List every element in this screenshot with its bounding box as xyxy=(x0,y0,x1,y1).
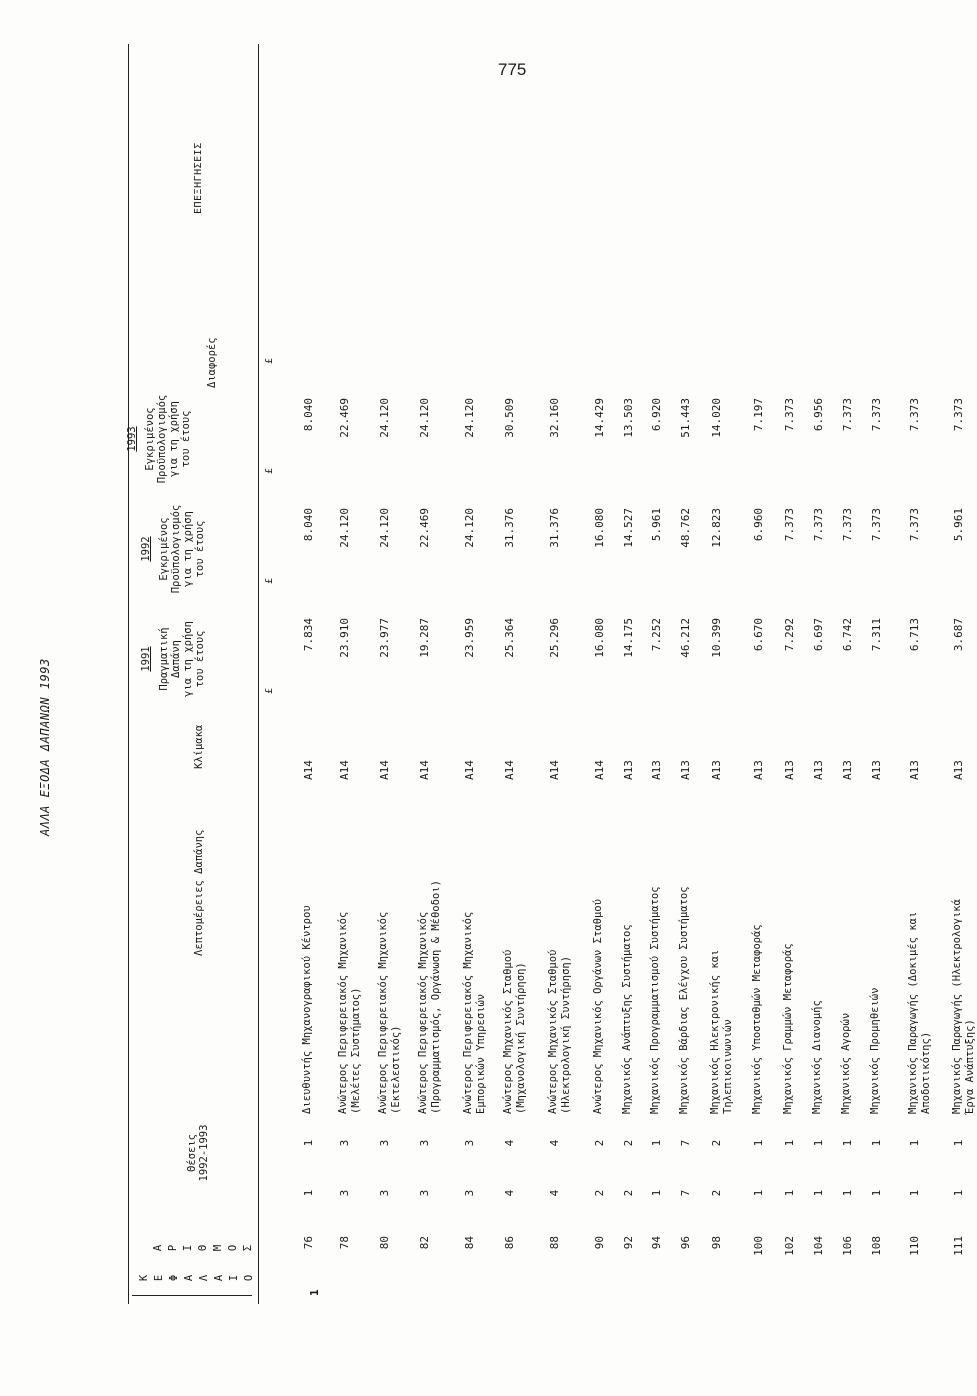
expense-description: Μηχανικός Ανάπτυξης Συστήματος xyxy=(621,924,633,1114)
expense-description: Μηχανικός Ηλεκτρονικής και xyxy=(709,949,721,1114)
approved-1993: 13.503 xyxy=(622,398,635,438)
approved-1992: 48.762 xyxy=(679,508,692,548)
expense-description: Μηχανικός Διανομής xyxy=(811,1000,823,1114)
theseis-title: Θέσεις xyxy=(186,1134,198,1172)
expense-description: Ανώτερος Μηχανικός Σταθμού xyxy=(547,949,559,1114)
expense-description-cont: (Προγραμματισμός, Οργάνωση & Μέθοδοι) xyxy=(430,880,442,1114)
expense-description: Μηχανικός Προμηθειών xyxy=(869,987,881,1114)
arithmos-letter: Ι xyxy=(182,1244,194,1252)
expense-description: Μηχανικός Αγορών xyxy=(840,1012,852,1114)
arithmos-letter: Ρ xyxy=(167,1244,179,1252)
year-1991: 1991 xyxy=(140,646,152,672)
approved-1992: 7.373 xyxy=(908,508,921,542)
positions-1993: 4 xyxy=(503,1139,516,1147)
expense-description: Μηχανικός Παραγωγής (Δοκιμές και xyxy=(907,911,919,1114)
year-1993: 1993 xyxy=(126,426,138,452)
row-number: 94 xyxy=(650,1236,663,1250)
approved-1993: 22.469 xyxy=(338,398,351,438)
positions-1993: 3 xyxy=(378,1139,391,1147)
positions-1992: 4 xyxy=(503,1189,516,1197)
approved-1992: 24.120 xyxy=(378,508,391,548)
approved-1992: 24.120 xyxy=(463,508,476,548)
actual-1991: 7.252 xyxy=(650,618,663,652)
positions-1992: 1 xyxy=(841,1189,854,1197)
approved-1993: 30.509 xyxy=(503,398,516,438)
y1991-l1: Πραγματική xyxy=(158,627,170,691)
actual-1991: 19.287 xyxy=(418,618,431,658)
actual-1991: 23.977 xyxy=(378,618,391,658)
row-number: 90 xyxy=(593,1236,606,1250)
salary-scale: Α14 xyxy=(302,760,315,780)
salary-scale: Α13 xyxy=(952,760,965,780)
epexigiseis-header: ΕΠΕΞΗΓΗΣΕΙΣ xyxy=(193,142,204,214)
y1993-l1: Εγκριμένος xyxy=(144,407,156,471)
row-number: 96 xyxy=(679,1236,692,1250)
approved-1993: 7.373 xyxy=(870,398,883,432)
kefalaio-value: 1 xyxy=(308,1289,321,1296)
positions-1992: 3 xyxy=(378,1189,391,1197)
approved-1992: 31.376 xyxy=(548,508,561,548)
actual-1991: 7.311 xyxy=(870,618,883,652)
approved-1992: 16.080 xyxy=(593,508,606,548)
expense-description: Ανώτερος Περιφερειακός Μηχανικός xyxy=(337,911,349,1114)
diafores-header: Διαφορές xyxy=(206,337,218,388)
expense-description: Ανώτερος Μηχανικός Σταθμού xyxy=(502,949,514,1114)
row-number: 100 xyxy=(752,1236,765,1256)
expense-description-cont: (Ηλεκτρολογική Συντήρηση) xyxy=(560,955,572,1114)
positions-1992: 2 xyxy=(622,1189,635,1197)
salary-scale: Α13 xyxy=(752,760,765,780)
page-number: 775 xyxy=(498,60,527,79)
header-1991 xyxy=(140,604,206,714)
positions-1992: 3 xyxy=(418,1189,431,1197)
salary-scale: Α14 xyxy=(463,760,476,780)
approved-1992: 6.960 xyxy=(752,508,765,542)
salary-scale: Α14 xyxy=(593,760,606,780)
positions-1992: 1 xyxy=(908,1189,921,1197)
positions-1993: 1 xyxy=(841,1139,854,1147)
actual-1991: 23.910 xyxy=(338,618,351,658)
positions-1993: 3 xyxy=(418,1139,431,1147)
approved-1993: 6.956 xyxy=(812,398,825,432)
row-number: 111 xyxy=(952,1236,965,1256)
expense-description-cont: Τηλεπικοινωνιών xyxy=(722,1019,734,1114)
approved-1993: 7.373 xyxy=(908,398,921,432)
y1992-l3: για τη χρήση xyxy=(182,511,194,587)
row-number: 78 xyxy=(338,1236,351,1250)
year-1992: 1992 xyxy=(140,536,152,562)
actual-1991: 10.399 xyxy=(710,618,723,658)
expense-description-cont: Αποδοτικότης) xyxy=(920,1031,932,1114)
kefalaio-letter: Α xyxy=(183,1274,195,1282)
expense-description: Μηχανικός Προγραμματισμού Συστήματος xyxy=(649,886,661,1114)
expense-description: Μηχανικός Βάρδιας Ελέγχου Συστήματος xyxy=(678,886,690,1114)
approved-1993: 24.120 xyxy=(378,398,391,438)
y1993-l3: για τη χρήση xyxy=(168,401,180,477)
arithmos-letter: Α xyxy=(152,1244,164,1252)
positions-1993: 1 xyxy=(650,1139,663,1147)
positions-1993: 1 xyxy=(812,1139,825,1147)
approved-1993: 14.020 xyxy=(710,398,723,438)
actual-1991: 14.175 xyxy=(622,618,635,658)
row-number: 76 xyxy=(302,1236,315,1250)
approved-1992: 7.373 xyxy=(812,508,825,542)
left-rule xyxy=(132,1295,252,1296)
positions-1992: 1 xyxy=(783,1189,796,1197)
y1992-l1: Εγκριμένος xyxy=(158,517,170,581)
salary-scale: Α13 xyxy=(783,760,796,780)
klimaka-header: Κλίμακα xyxy=(193,724,205,769)
salary-scale: Α13 xyxy=(622,760,635,780)
positions-1993: 1 xyxy=(908,1139,921,1147)
approved-1993: 51.443 xyxy=(679,398,692,438)
y1991-l3: για τη χρήση xyxy=(182,621,194,697)
expense-description: Μηχανικός Γραμμών Μεταφοράς xyxy=(782,943,794,1114)
expense-description: Διευθυντής Μηχανογραφικού Κέντρου xyxy=(301,905,313,1114)
positions-1993: 2 xyxy=(593,1139,606,1147)
approved-1992: 12.823 xyxy=(710,508,723,548)
salary-scale: Α13 xyxy=(870,760,883,780)
actual-1991: 25.364 xyxy=(503,618,516,658)
row-number: 92 xyxy=(622,1236,635,1250)
actual-1991: 6.697 xyxy=(812,618,825,652)
salary-scale: Α13 xyxy=(710,760,723,780)
row-number: 88 xyxy=(548,1236,561,1250)
approved-1992: 5.961 xyxy=(650,508,663,542)
header-1993 xyxy=(126,384,192,494)
expense-description: Μηχανικός Υποσταθμών Μεταφοράς xyxy=(751,924,763,1114)
currency-1992: £ xyxy=(264,577,275,584)
actual-1991: 3.687 xyxy=(952,618,965,652)
salary-scale: Α13 xyxy=(650,760,663,780)
expense-description: Ανώτερος Περιφερειακός Μηχανικός xyxy=(462,911,474,1114)
positions-1993: 1 xyxy=(952,1139,965,1147)
expense-description: Ανώτερος Περιφερειακός Μηχανικός xyxy=(417,911,429,1114)
y1991-l4: του έτους xyxy=(194,630,206,688)
positions-1992: 1 xyxy=(752,1189,765,1197)
actual-1991: 46.212 xyxy=(679,618,692,658)
actual-1991: 6.670 xyxy=(752,618,765,652)
salary-scale: Α14 xyxy=(338,760,351,780)
approved-1993: 7.373 xyxy=(952,398,965,432)
kefalaio-letter: Ο xyxy=(243,1274,255,1282)
theseis-header xyxy=(186,1108,210,1198)
expense-description: Μηχανικός Παραγωγής (Ηλεκτρολογικά xyxy=(951,899,963,1114)
currency-diafores: £ xyxy=(264,357,275,364)
positions-1992: 1 xyxy=(650,1189,663,1197)
arithmos-letter: Σ xyxy=(242,1244,254,1252)
approved-1992: 5.961 xyxy=(952,508,965,542)
kefalaio-letter: Ι xyxy=(228,1274,240,1282)
row-number: 108 xyxy=(870,1236,883,1256)
positions-1992: 1 xyxy=(952,1189,965,1197)
salary-scale: Α13 xyxy=(908,760,921,780)
salary-scale: Α13 xyxy=(812,760,825,780)
approved-1992: 24.120 xyxy=(338,508,351,548)
approved-1993: 8.040 xyxy=(302,398,315,432)
approved-1992: 7.373 xyxy=(870,508,883,542)
approved-1993: 24.120 xyxy=(463,398,476,438)
top-rule xyxy=(128,44,129,1304)
positions-1992: 1 xyxy=(302,1189,315,1197)
actual-1991: 25.296 xyxy=(548,618,561,658)
currency-1993: £ xyxy=(264,467,275,474)
positions-1993: 1 xyxy=(752,1139,765,1147)
y1993-l2: Προϋπολογισμός xyxy=(156,394,168,484)
approved-1993: 32.160 xyxy=(548,398,561,438)
row-number: 82 xyxy=(418,1236,431,1250)
row-number: 86 xyxy=(503,1236,516,1250)
y1993-l4: του έτους xyxy=(180,410,192,468)
kefalaio-letter: Κ xyxy=(138,1274,150,1282)
approved-1992: 14.527 xyxy=(622,508,635,548)
arithmos-letter: Ο xyxy=(227,1244,239,1252)
positions-1992: 4 xyxy=(548,1189,561,1197)
kefalaio-letter: Φ xyxy=(168,1274,180,1282)
actual-1991: 23.959 xyxy=(463,618,476,658)
expense-description-cont: (Εκτελεστικός) xyxy=(390,1025,402,1114)
currency-1991: £ xyxy=(264,687,275,694)
positions-1992: 1 xyxy=(870,1189,883,1197)
salary-scale: Α13 xyxy=(841,760,854,780)
approved-1993: 24.120 xyxy=(418,398,431,438)
expense-description-cont: Έργα Ανάπτυξης) xyxy=(964,1019,976,1114)
positions-1993: 7 xyxy=(679,1139,692,1147)
actual-1991: 16.080 xyxy=(593,618,606,658)
y1992-l4: του έτους xyxy=(194,520,206,578)
positions-1993: 2 xyxy=(710,1139,723,1147)
positions-1993: 1 xyxy=(302,1139,315,1147)
table-title: ΑΛΛΑ ΕΞΟΔΑ ΔΑΠΑΝΩΝ 1993 xyxy=(38,658,52,836)
positions-1992: 1 xyxy=(812,1189,825,1197)
arithmos-letter: Μ xyxy=(212,1244,224,1252)
salary-scale: Α13 xyxy=(679,760,692,780)
actual-1991: 6.713 xyxy=(908,618,921,652)
salary-scale: Α14 xyxy=(503,760,516,780)
theseis-years: 1992-1993 xyxy=(198,1124,210,1182)
row-number: 102 xyxy=(783,1236,796,1256)
row-number: 80 xyxy=(378,1236,391,1250)
expense-description-cont: (Μελέτες Συστήματος) xyxy=(350,987,362,1114)
positions-1992: 3 xyxy=(338,1189,351,1197)
expense-description: Ανώτερος Περιφερειακός Μηχανικός xyxy=(377,911,389,1114)
positions-1993: 2 xyxy=(622,1139,635,1147)
y1991-l2: Δαπάνη xyxy=(170,640,182,678)
header-rule xyxy=(258,44,259,1304)
approved-1993: 7.373 xyxy=(841,398,854,432)
actual-1991: 6.742 xyxy=(841,618,854,652)
approved-1993: 14.429 xyxy=(593,398,606,438)
row-number: 106 xyxy=(841,1236,854,1256)
positions-1993: 3 xyxy=(463,1139,476,1147)
row-number: 110 xyxy=(908,1236,921,1256)
y1992-l2: Προϋπολογισμός xyxy=(170,504,182,594)
expense-description-cont: (Μηχανολογική Συντήρηση) xyxy=(515,962,527,1114)
positions-1993: 1 xyxy=(870,1139,883,1147)
arithmos-letter: Θ xyxy=(197,1244,209,1252)
approved-1992: 8.040 xyxy=(302,508,315,542)
kefalaio-letter: Α xyxy=(213,1274,225,1282)
row-number: 98 xyxy=(710,1236,723,1250)
actual-1991: 7.292 xyxy=(783,618,796,652)
approved-1992: 7.373 xyxy=(841,508,854,542)
approved-1993: 7.197 xyxy=(752,398,765,432)
approved-1992: 31.376 xyxy=(503,508,516,548)
header-1992 xyxy=(140,494,206,604)
kefalaio-letter: Ε xyxy=(153,1274,165,1282)
positions-1992: 2 xyxy=(710,1189,723,1197)
positions-1993: 1 xyxy=(783,1139,796,1147)
expense-description-cont: Εμπορικών Υπηρεσιών xyxy=(475,993,487,1114)
salary-scale: Α14 xyxy=(378,760,391,780)
approved-1992: 22.469 xyxy=(418,508,431,548)
salary-scale: Α14 xyxy=(418,760,431,780)
expense-description: Ανώτερος Μηχανικός Οργάνων Σταθμού xyxy=(592,899,604,1114)
row-number: 104 xyxy=(812,1236,825,1256)
row-number: 84 xyxy=(463,1236,476,1250)
approved-1993: 7.373 xyxy=(783,398,796,432)
kefalaio-letter: Λ xyxy=(198,1274,210,1282)
salary-scale: Α14 xyxy=(548,760,561,780)
positions-1992: 7 xyxy=(679,1189,692,1197)
approved-1992: 7.373 xyxy=(783,508,796,542)
positions-1992: 2 xyxy=(593,1189,606,1197)
description-header: Λεπτομέρειες Δαπάνης xyxy=(193,829,205,956)
positions-1992: 3 xyxy=(463,1189,476,1197)
actual-1991: 7.834 xyxy=(302,618,315,652)
approved-1993: 6.920 xyxy=(650,398,663,432)
positions-1993: 4 xyxy=(548,1139,561,1147)
positions-1993: 3 xyxy=(338,1139,351,1147)
